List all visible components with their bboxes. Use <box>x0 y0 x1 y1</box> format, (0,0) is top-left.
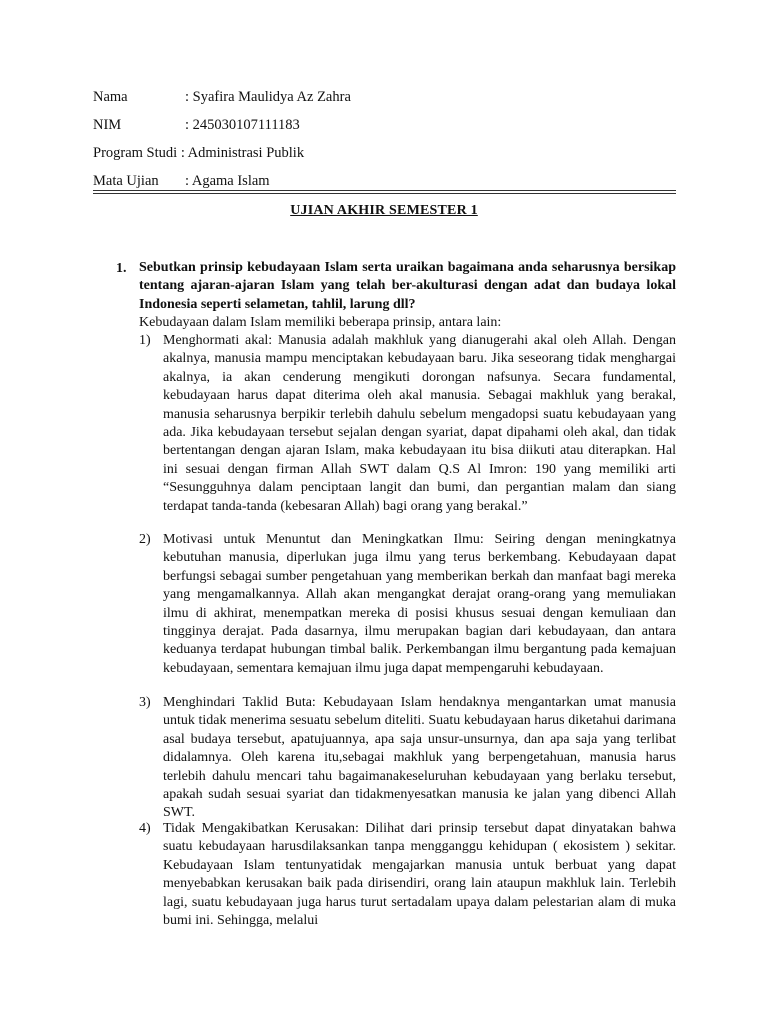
nim-row <box>93 116 300 134</box>
list-item-text: Motivasi untuk Menuntut dan Meningkatkan Ilmu: Seiring dengan meningkatnya kebutuhan manusia, diperlukan juga ilmu yang terus berkembang. Kebudayaan dapat berfungsi sebagai sumber pengetahuan yang memberikan berkah dan manfaat bagi mereka yang mengamalkannya. Allah akan mengangkat derajat orang-orang yang memuliakan ilmu di akhirat, menempatkan mereka di posisi khusus sesuai dengan kemuliaan dan tingginya derajat. Pada dasarnya, ilmu merupakan bagian dari kebudayaan, dan antara keduanya terdapat hubungan timbal balik. Perkembangan ilmu bergantung pada kemajuan kebudayaan, sementara kemajuan ilmu juga dapat mempengaruhi kebudayaan. <box>163 532 676 676</box>
nim-label: NIM <box>93 117 122 133</box>
list-item-number: 1) <box>139 333 151 348</box>
question-number: 1. <box>116 261 127 276</box>
header-divider-second <box>93 193 676 194</box>
nama-label: Nama <box>93 89 128 105</box>
mata-ujian-label: Mata Ujian <box>93 173 159 189</box>
prodi-row <box>93 144 304 162</box>
prodi-value: : Administrasi Publik <box>180 145 305 161</box>
nama-row <box>93 88 351 106</box>
header-divider <box>93 190 676 191</box>
list-item-text: Menghindari Taklid Buta: Kebudayaan Islam hendaknya mengantarkan umat manusia untuk tidak menerima sesuatu sebelum diteliti. Suatu kebudayaan harus diketahui darimana asal budaya tersebut, apatujuannya, apa saja unsur-unsurnya, dan apa saja yang terlibat didalamnya. Oleh karena itu,sebagai makhluk yang berpengetahuan, manusia harus terlebih dahulu mencari tahu bagaimanakeseluruhan kebudayaan yang berlaku tersebut, apakah sudah sesuai syariat dan tidakmenyesatkan manusia ke jalan yang dibenci Allah SWT. <box>163 695 676 821</box>
list-item-number: 2) <box>139 532 151 547</box>
question-text: Sebutkan prinsip kebudayaan Islam serta uraikan bagaimana anda seharusnya bersikap tentang ajaran-ajaran Islam yang telah ber-akulturasi dengan adat dan budaya lokal Indonesia seperti selametan, tahlil, larung dll? <box>139 260 676 312</box>
mata-ujian-value: : Agama Islam <box>185 173 270 189</box>
list-item-number: 3) <box>139 695 151 710</box>
exam-title: UJIAN AKHIR SEMESTER 1 <box>290 203 478 218</box>
nim-value: : 245030107111183 <box>185 117 300 133</box>
list-item-number: 4) <box>139 821 151 836</box>
mata-ujian-row <box>93 172 270 190</box>
prodi-label: Program Studi <box>93 145 178 161</box>
nama-value: : Syafira Maulidya Az Zahra <box>185 89 351 105</box>
list-item-text: Tidak Mengakibatkan Kerusakan: Dilihat dari prinsip tersebut dapat dinyatakan bahwa suatu kebudayaan harusdilaksankan tanpa mengganggu kehidupan ( ekosistem ) sekitar. Kebudayaan Islam tentunyatidak mengajarkan manusia untuk berbuat yang dapat menyebabkan kerusakan baik pada dirisendiri, orang lain ataupun makhluk lain. Terlebih lagi, suatu kebudayaan juga harus turut sertadalam upaya dalam pelestarian alam di muka bumi ini. Sehingga, melalui <box>163 821 676 929</box>
answer-intro: Kebudayaan dalam Islam memiliki beberapa prinsip, antara lain: <box>139 315 502 330</box>
list-item-text: Menghormati akal: Manusia adalah makhluk yang dianugerahi akal oleh Allah. Dengan akalnya, manusia mampu menciptakan kebudayaan baru. Jika seseorang tidak menghargai akalnya, ia akan cenderung mengikuti dorongan nafsunya. Secara fundamental, kebudayaan harus dapat diterima oleh akal manusia. Sebagai makhluk yang berakal, manusia seharusnya berpikir terlebih dahulu sebelum mengadopsi suatu kebudayaan yang ada. Jika kebudayaan tersebut sejalan dengan syariat, dapat dipahami oleh akal, dan tidak bertentangan dengan ajaran Islam, maka kebudayaan itu bisa diikuti atau diterapkan. Hal ini sesuai dengan firman Allah SWT dalam Q.S Al Imron: 190 yang memiliki arti “Sesungguhnya dalam penciptaan langit dan bumi, dan pergantian malam dan siang terdapat tanda-tanda (kebesaran Allah) bagi orang yang berakal.” <box>163 333 676 514</box>
